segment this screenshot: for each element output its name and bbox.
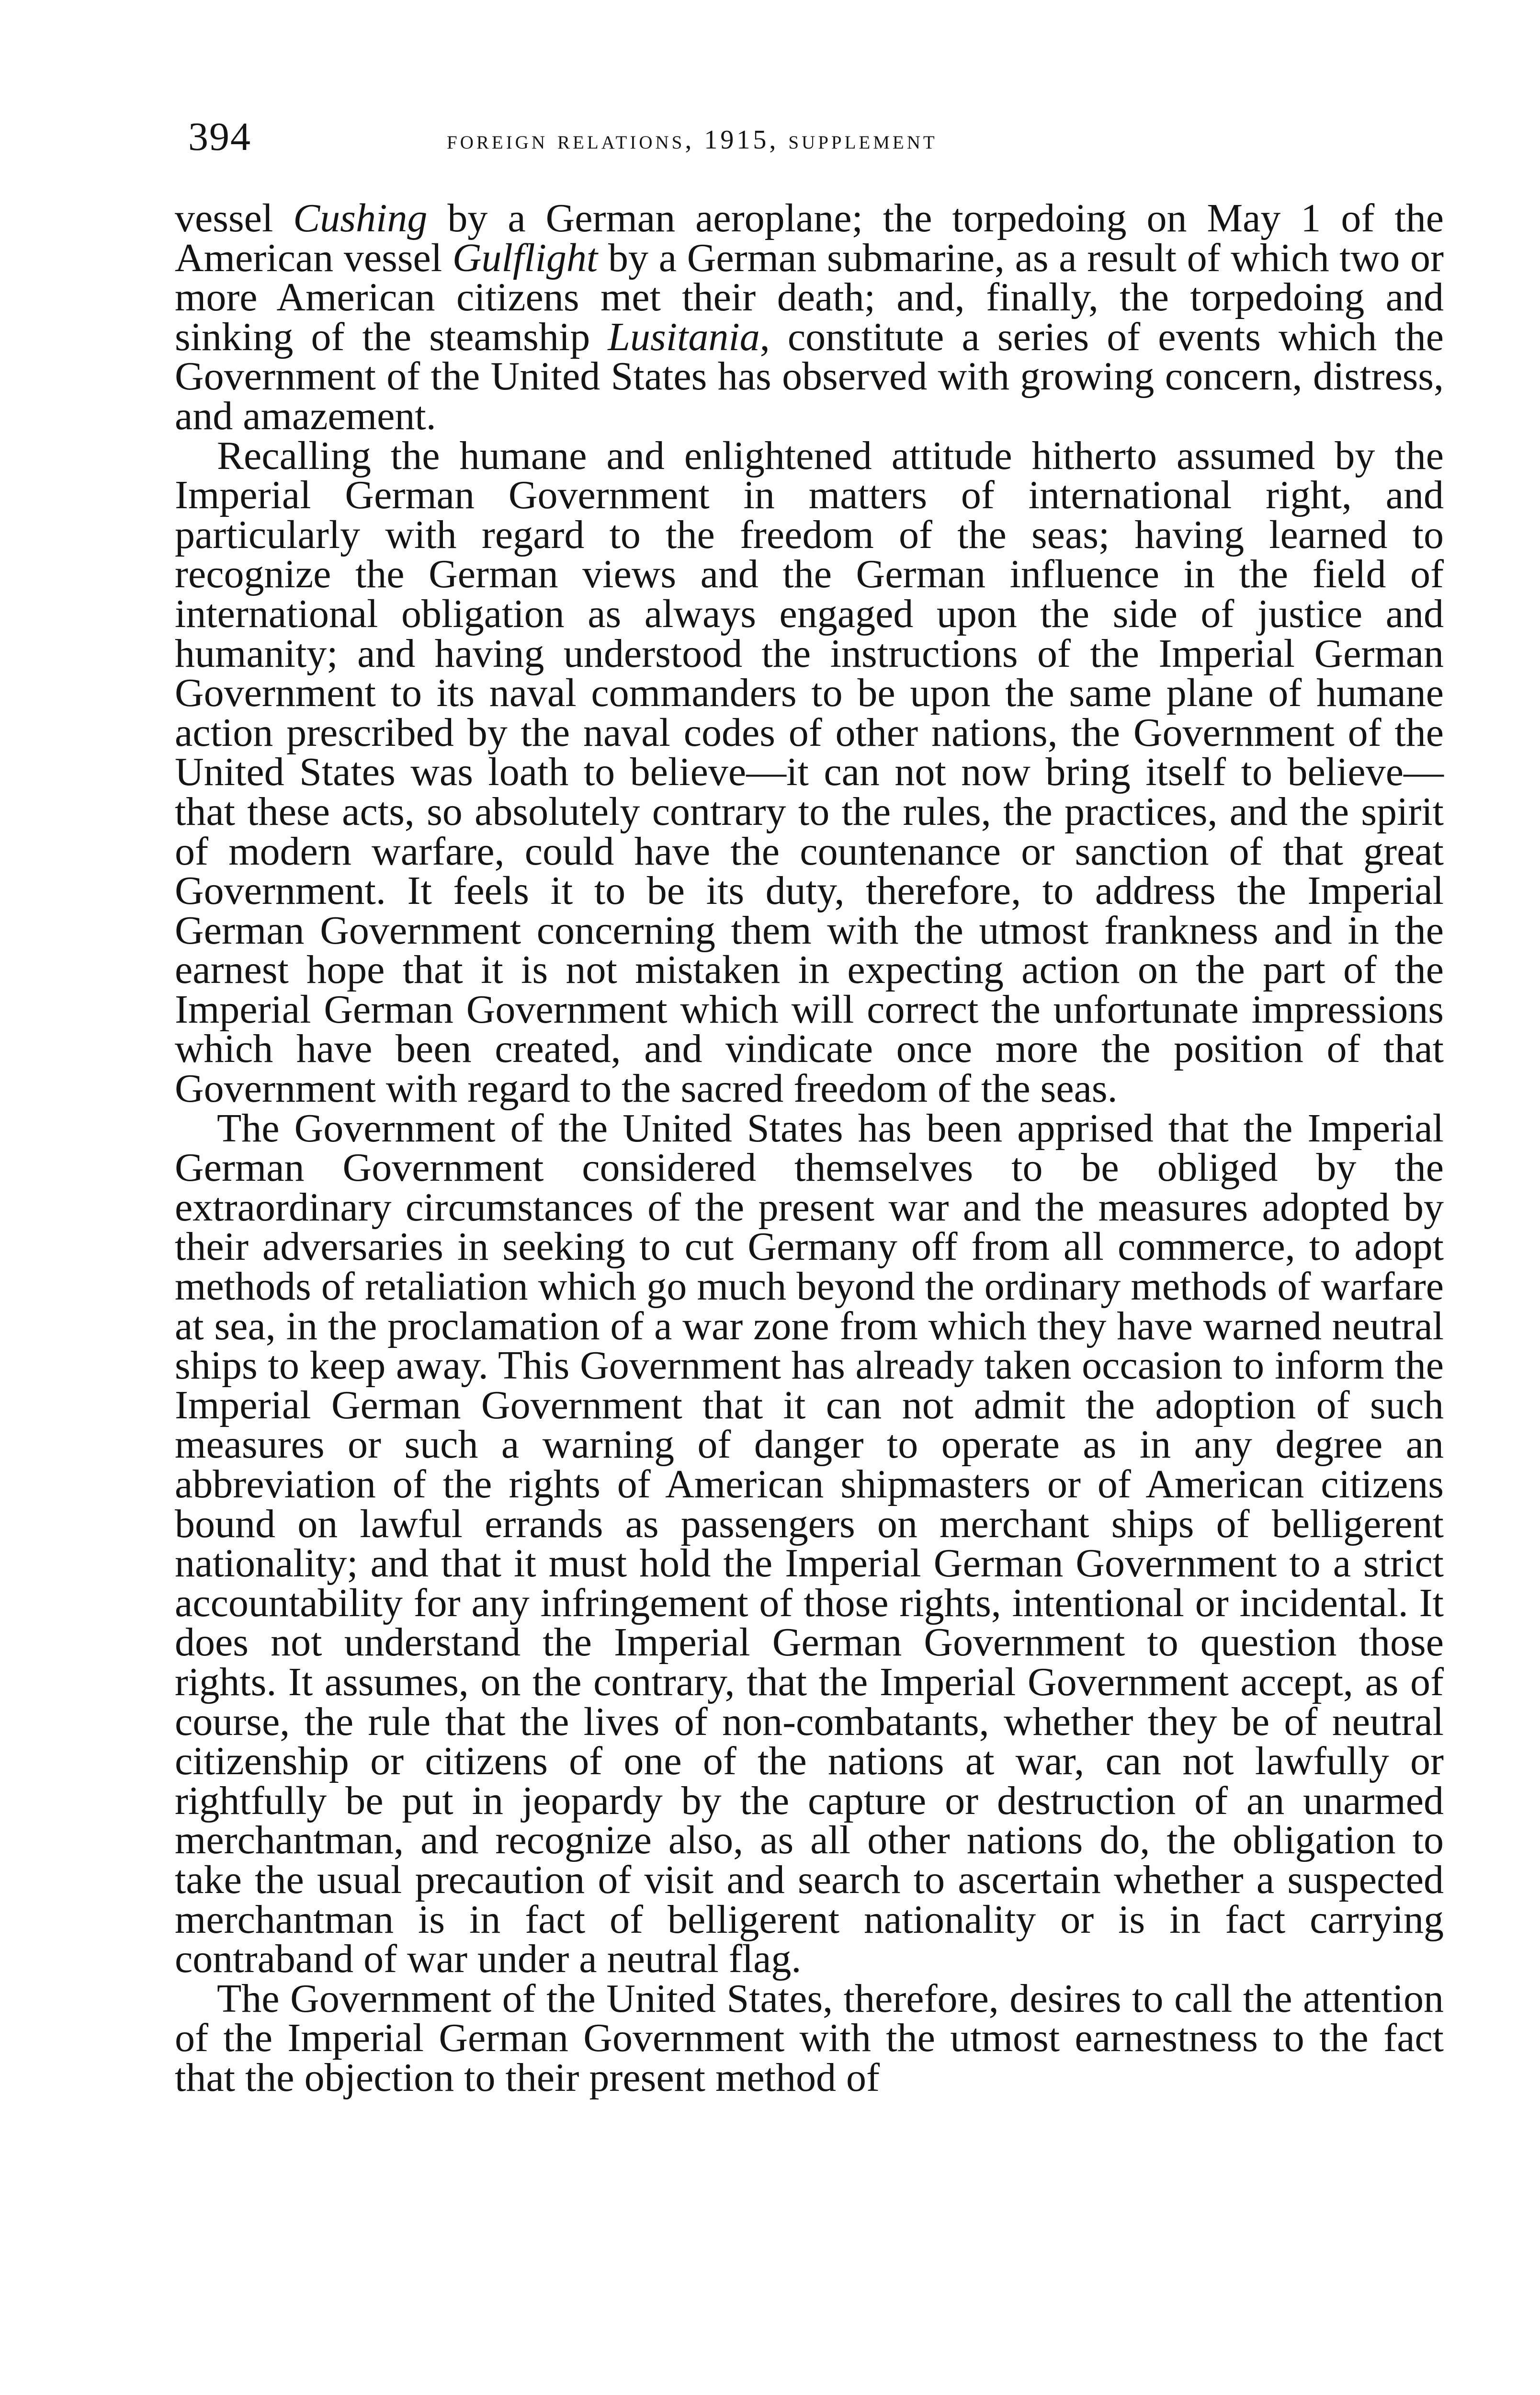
paragraph-1-part-1: vessel — [175, 196, 294, 240]
ship-name-gulflight: Gulflight — [452, 235, 598, 280]
ship-name-cushing: Cushing — [293, 196, 428, 240]
paragraph-1-part-4: , constitute a series of events which the Government of the United States has observed with growing concern, distress, and amazement. — [175, 314, 1444, 438]
body-text — [175, 196, 1444, 2100]
paragraph-2: Recalling the humane and enlightened attitude hitherto assumed by the Imperial German Government in matters of international right, and particularly with regard to the freedom of the seas; having learned to recognize the German views and the German influence in the field of international obligation as always engaged upon the side of justice and humanity; and having understood the instructions of the Imperial German Government to its naval commanders to be upon the same plane of humane action prescribed by the naval codes of other nations, the Government of the United States was loath to believe—it can not now bring itself to believe—that these acts, so absolutely contrary to the rules, the practices, and the spirit of modern warfare, could have the countenance or sanction of that great Government. It feels it to be its duty, therefore, to address the Imperial German Government concerning them with the utmost frankness and in the earnest hope that it is not mistaken in expecting action on the part of the Imperial German Government which will correct the unfortunate impressions which have been created, and vindicate once more the position of that Government with regard to the sacred freedom of the seas. — [175, 433, 1444, 1111]
page-number: 394 — [188, 114, 251, 159]
paragraph-3: The Government of the United States has been apprised that the Imperial German Government considered themselves to be obliged by the extraordinary circumstances of the present war and the measures adopted by their adversaries in seeking to cut Germany off from all commerce, to adopt methods of retaliation which go much beyond the ordinary methods of warfare at sea, in the proclamation of a war zone from which they have warned neutral ships to keep away. This Government has already taken occasion to inform the Imperial German Government that it can not admit the adoption of such measures or such a warning of danger to operate as in any degree an abbreviation of the rights of American shipmasters or of American citizens bound on lawful errands as passengers on merchant ships of belligerent nationality; and that it must hold the Imperial German Government to a strict accountability for any infringement of those rights, intentional or incidental. It does not understand the Imperial German Government to question those rights. It assumes, on the contrary, that the Imperial Government accept, as of course, the rule that the lives of non-combatants, whether they be of neutral citizenship or citizens of one of the nations at war, can not lawfully or rightfully be put in jeopardy by the capture or destruction of an unarmed merchantman, and recognize also, as all other nations do, the obligation to take the usual precaution of visit and search to ascertain whether a suspected merchantman is in fact of belligerent nationality or is in fact carrying contraband of war under a neutral flag. — [175, 1106, 1444, 1982]
paragraph-1-part-2: by a German aeroplane; the torpedoing on May 1 of the American vessel — [175, 196, 1444, 280]
paragraph-1-part-3: by a German submarine, as a result of which two or more American citizens met their death; and, finally, the torpedoing and sinking of the steamship — [175, 235, 1444, 359]
paragraph-1 — [175, 196, 1444, 438]
running-title: foreign relations, 1915, supplement — [447, 125, 938, 155]
paragraph-4: The Government of the United States, therefore, desires to call the attention of the Imperial German Government with the utmost earnestness to the fact that the objection to their present method of — [175, 1976, 1444, 2100]
page-header — [188, 113, 1443, 171]
ship-name-lusitania: Lusitania — [608, 314, 760, 359]
